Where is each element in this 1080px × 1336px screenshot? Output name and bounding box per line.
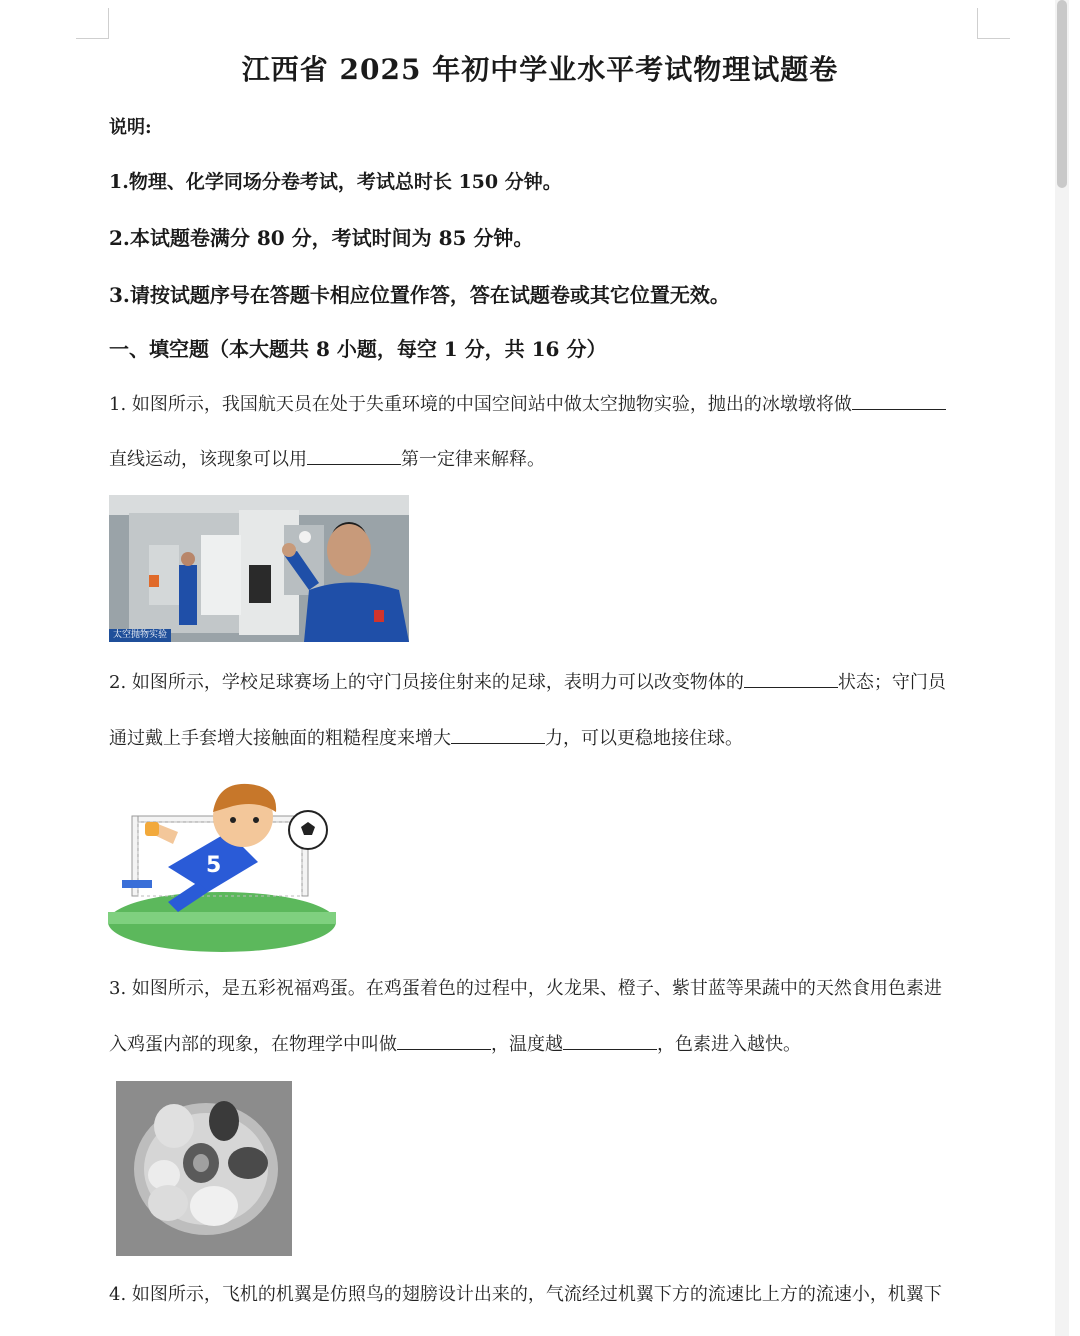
image-caption: 太空抛物实验: [109, 629, 171, 642]
q4-line-1: [109, 1280, 942, 1306]
jersey-number: 5: [206, 853, 222, 878]
space-station-illustration: [109, 495, 409, 642]
q3-line-1: [109, 974, 942, 1000]
answer-blank: [744, 673, 838, 688]
q2-line-1: [109, 668, 946, 694]
q4-text-a: 4. 如图所示，飞机的机翼是仿照鸟的翅膀设计出来的，气流经过机翼下方的流速比上方的流速小，机翼下: [109, 1284, 942, 1305]
q1-line-2: [109, 445, 545, 471]
q3-text-b: 入鸡蛋内部的现象，在物理学中叫做: [109, 1034, 397, 1055]
goalkeeper-illustration: [108, 772, 336, 952]
notes-heading: 说明:: [109, 117, 152, 138]
q2-line-2: [109, 724, 743, 750]
section-heading: 一、填空题（本大题共 8 小题，每空 1 分，共 16 分）: [109, 337, 607, 361]
answer-blank: [563, 1035, 657, 1050]
note-1: 1.物理、化学同场分卷考试，考试总时长 150 分钟。: [109, 171, 562, 193]
note-3: 3.请按试题序号在答题卡相应位置作答，答在试题卷或其它位置无效。: [109, 283, 730, 307]
eggs-plate-illustration: [116, 1081, 292, 1256]
answer-blank: [451, 729, 545, 744]
q2-text-c: 通过戴上手套增大接触面的粗糙程度来增大: [109, 728, 451, 749]
q2-text-b: 状态；守门员: [837, 672, 946, 693]
q3-text-a: 3. 如图所示，是五彩祝福鸡蛋。在鸡蛋着色的过程中，火龙果、橙子、紫甘蓝等果蔬中的天然食用色素进: [109, 978, 942, 999]
answer-blank: [852, 395, 946, 410]
page-title: 江西省 2025 年初中学业水平考试物理试题卷: [241, 53, 839, 86]
page-corner-mark: [977, 8, 1010, 39]
q1-line-1: [109, 390, 946, 416]
note-2: 2.本试题卷满分 80 分，考试时间为 85 分钟。: [109, 226, 534, 250]
goalkeeper-drawing: [108, 772, 336, 952]
q2-text-a: 2. 如图所示，学校足球赛场上的守门员接住射来的足球，表明力可以改变物体的: [109, 672, 744, 693]
q1-text-b: 直线运动，该现象可以用: [109, 449, 307, 470]
vertical-scrollbar[interactable]: [1055, 0, 1069, 1336]
answer-blank: [397, 1035, 491, 1050]
scrollbar-thumb[interactable]: [1057, 0, 1067, 188]
q3-line-2: [109, 1030, 801, 1056]
q3-text-d: ，色素进入越快。: [657, 1034, 801, 1055]
colored-eggs-photo: [116, 1081, 292, 1256]
space-station-photo: [109, 495, 409, 642]
q2-text-d: 力，可以更稳地接住球。: [545, 728, 743, 749]
page-corner-mark: [76, 8, 109, 39]
q1-text-c: 第一定律来解释。: [401, 449, 545, 470]
q1-text-a: 1. 如图所示，我国航天员在处于失重环境的中国空间站中做太空抛物实验，抛出的冰墩墩将做: [109, 394, 852, 415]
answer-blank: [307, 450, 401, 465]
q3-text-c: ，温度越: [491, 1034, 563, 1055]
